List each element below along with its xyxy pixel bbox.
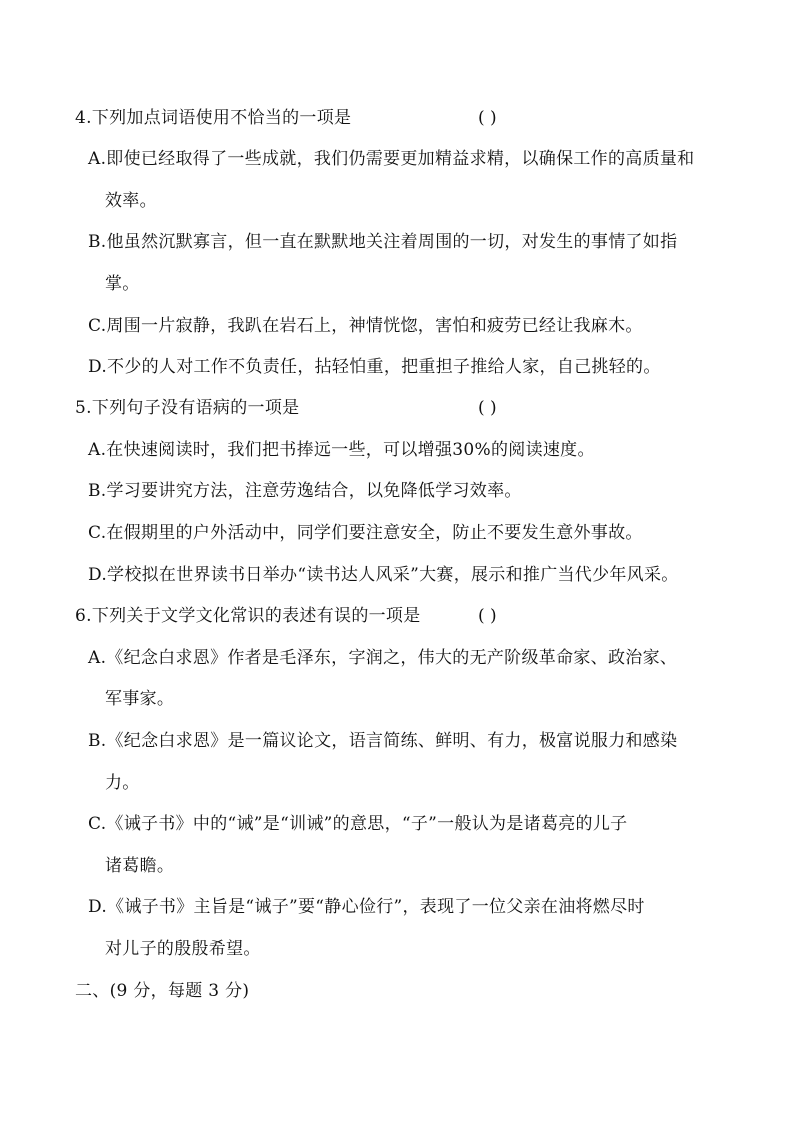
- question-4-option-c: C.周围一片寂静，我趴在岩石上，神情恍惚，害怕和疲劳已经让我麻木。: [88, 316, 643, 336]
- question-4-option-a: A.即使已经取得了一些成就，我们仍需要更加精益求精，以确保工作的高质量和: [88, 149, 695, 169]
- question-6-option-c-cont: 诸葛瞻。: [105, 856, 175, 876]
- question-6-option-a-cont: 军事家。: [105, 689, 175, 709]
- question-4-option-d: D.不少的人对工作不负责任，拈轻怕重，把重担子推给人家，自己挑轻的。: [88, 357, 661, 377]
- question-6-option-c: C.《诫子书》中的“诫”是“训诫”的意思，“子”一般认为是诸葛亮的儿子: [88, 814, 628, 834]
- question-5-option-d: D.学校拟在世界读书日举办“读书达人风采”大赛，展示和推广当代少年风采。: [88, 565, 679, 585]
- question-4-answer-bracket: ( ): [478, 108, 497, 128]
- question-4-option-a-cont: 效率。: [105, 191, 157, 211]
- section-header: 二、(9 分，每题 3 分): [75, 981, 250, 1001]
- question-6-option-d: D.《诫子书》主旨是“诫子”要“静心俭行”，表现了一位父亲在油将燃尽时: [88, 897, 645, 917]
- question-4-stem: 4.下列加点词语使用不恰当的一项是: [75, 108, 352, 128]
- question-6-stem: 6.下列关于文学文化常识的表述有误的一项是: [75, 606, 421, 626]
- question-6-option-d-cont: 对儿子的殷殷希望。: [105, 939, 261, 959]
- question-5-option-a: A.在快速阅读时，我们把书捧远一些，可以增强30%的阅读速度。: [88, 440, 595, 460]
- question-5-answer-bracket: ( ): [478, 398, 497, 418]
- question-5-option-b: B.学习要讲究方法，注意劳逸结合，以免降低学习效率。: [88, 481, 522, 501]
- question-5-option-c: C.在假期里的户外活动中，同学们要注意安全，防止不要发生意外事故。: [88, 523, 643, 543]
- question-5-stem: 5.下列句子没有语病的一项是: [75, 398, 300, 418]
- question-4-option-b-cont: 掌。: [105, 274, 140, 294]
- question-6-option-b: B.《纪念白求恩》是一篇议论文，语言简练、鲜明、有力，极富说服力和感染: [88, 731, 678, 751]
- question-6-answer-bracket: ( ): [478, 606, 497, 626]
- question-4-option-b: B.他虽然沉默寡言，但一直在默默地关注着周围的一切，对发生的事情了如指: [88, 232, 678, 252]
- question-6-option-a: A.《纪念白求恩》作者是毛泽东，字润之，伟大的无产阶级革命家、政治家、: [88, 648, 678, 668]
- question-6-option-b-cont: 力。: [105, 773, 140, 793]
